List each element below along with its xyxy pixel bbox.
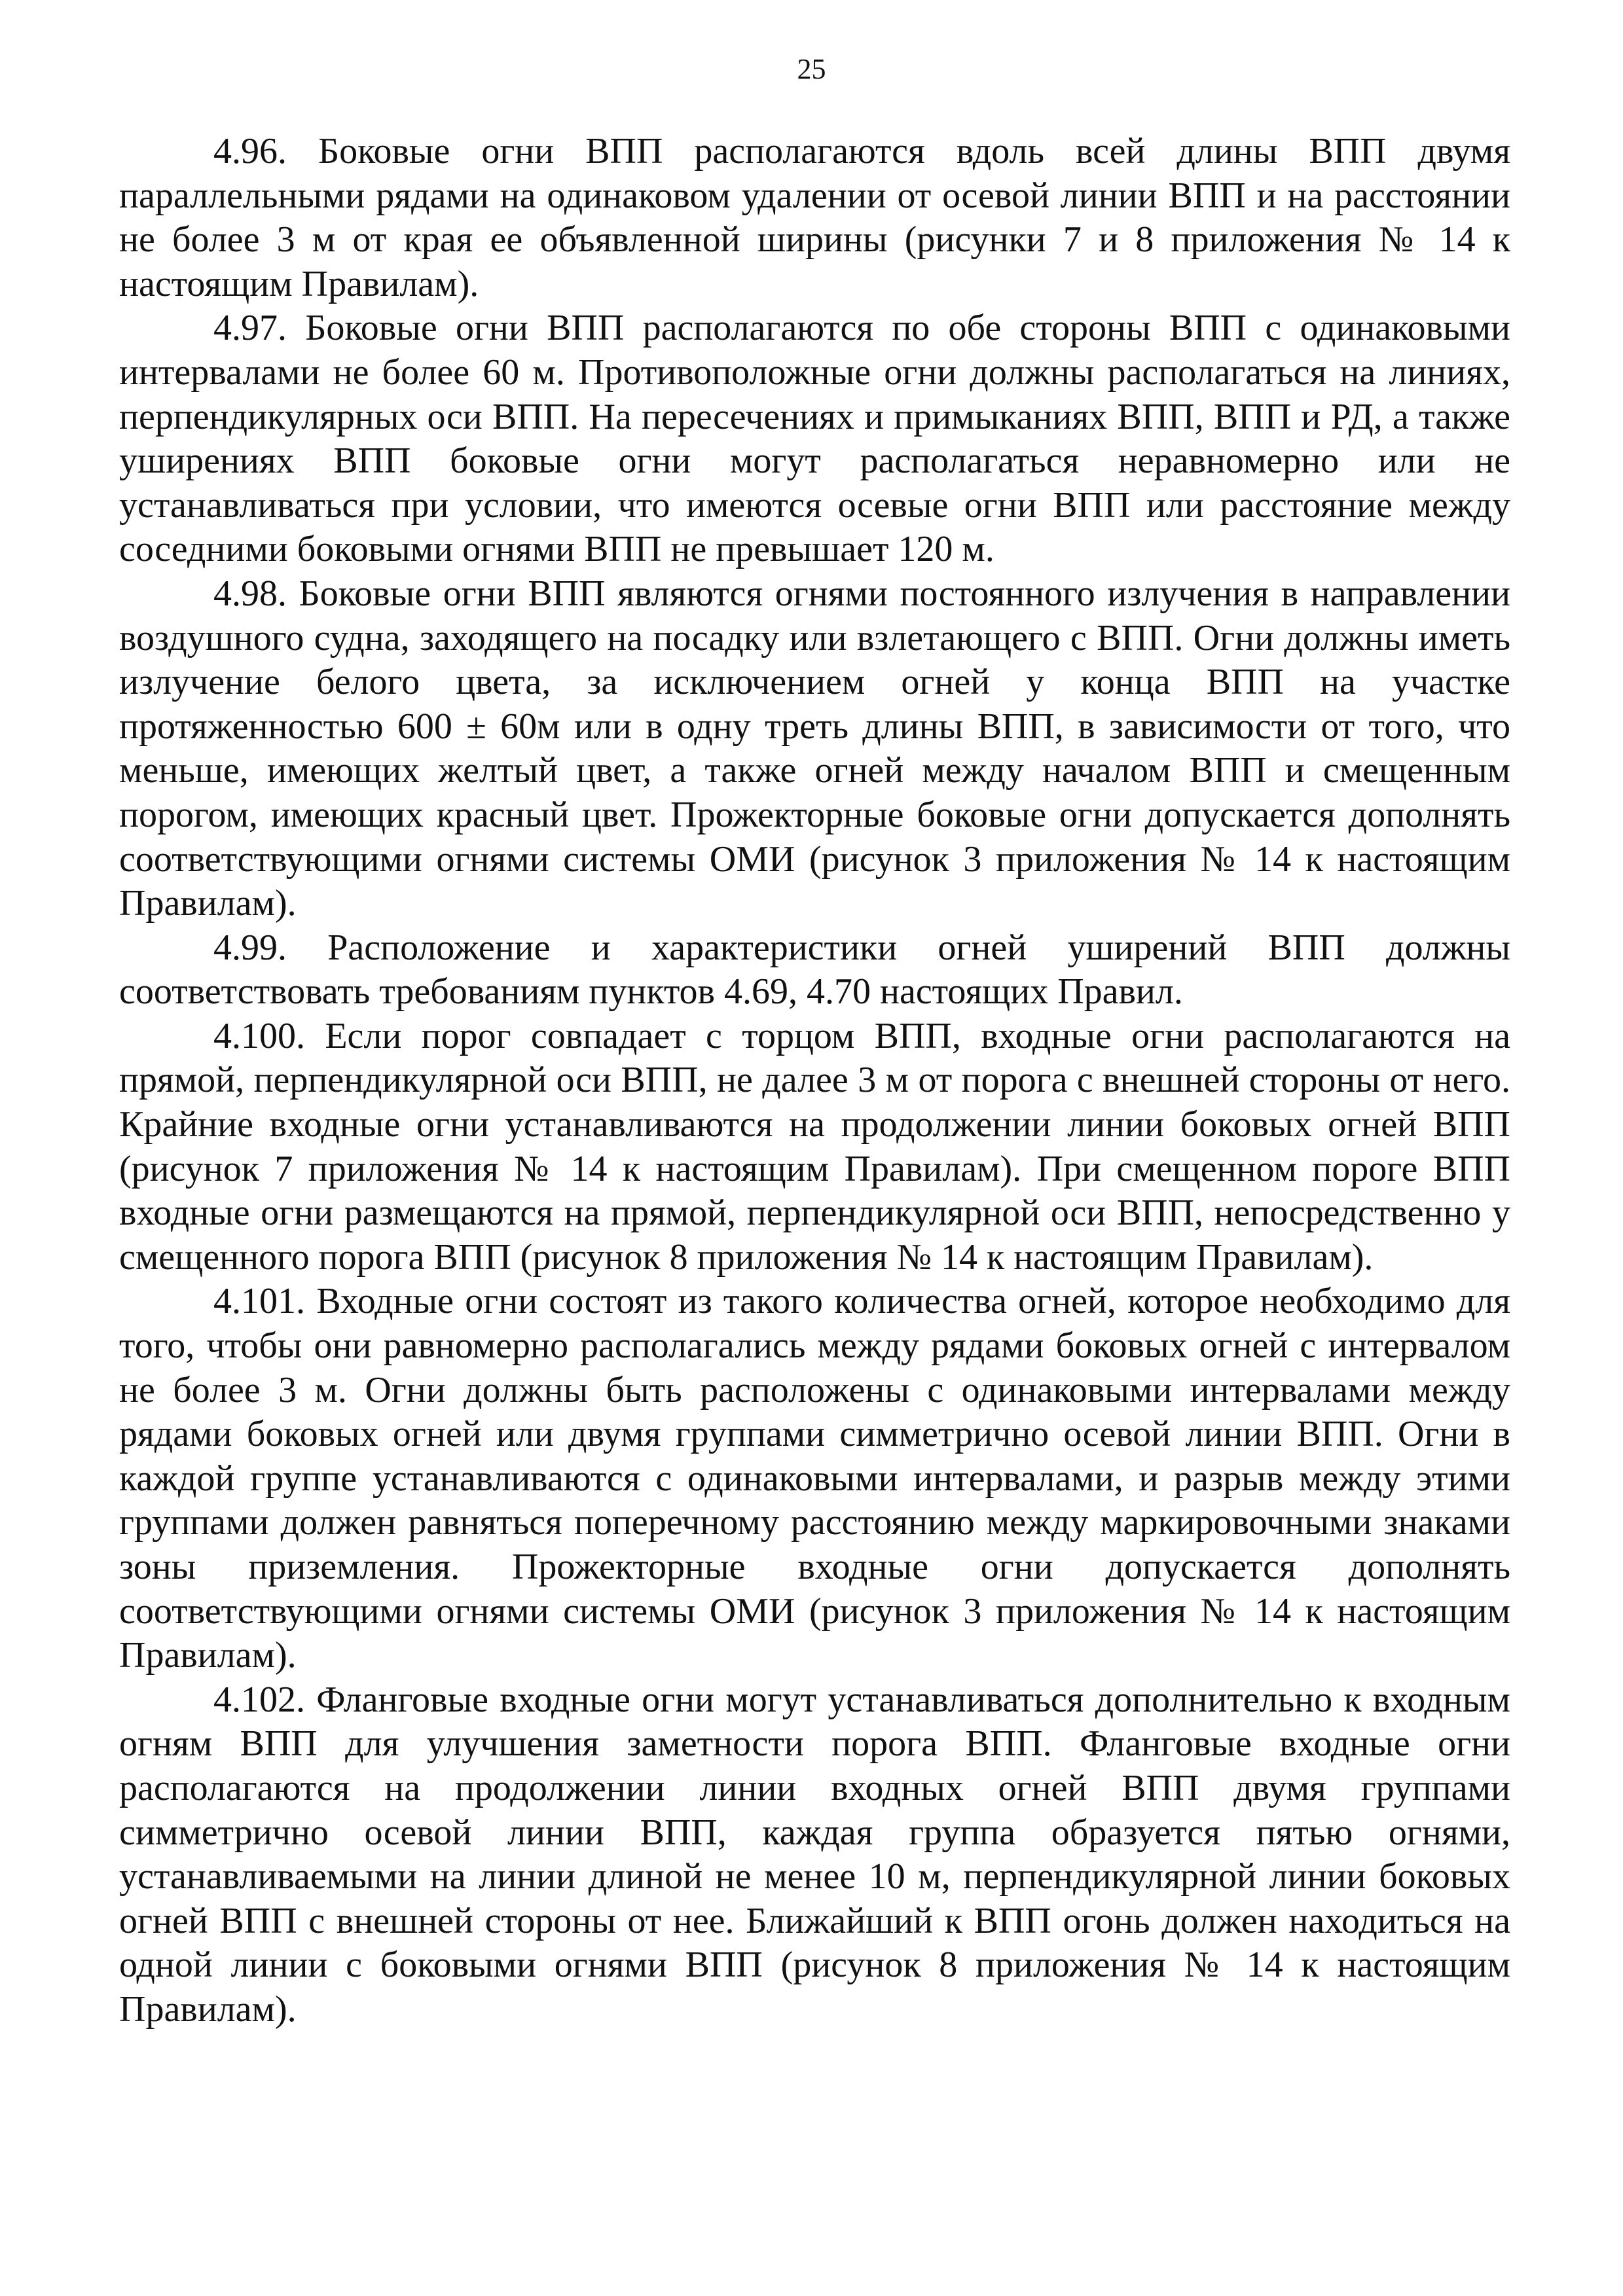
page-number: 25 — [797, 53, 826, 85]
document-body — [119, 130, 1510, 2032]
paragraph-4-99: 4.99. Расположение и характеристики огней уширений ВПП должны соответствовать требованиям пунктов 4.69, 4.70 настоящих Правил. — [119, 927, 1510, 1013]
paragraph-4-100: 4.100. Если порог совпадает с торцом ВПП, входные огни располагаются на прямой, перпендикулярной оси ВПП, не далее 3 м от порога с внешней стороны от него. Крайние входные огни устанавливаются на продолжении линии боковых огней ВПП (рисунок 7 приложения № 14 к настоящим Правилам). При смещенном пороге ВПП входные огни размещаются на прямой, перпендикулярной оси ВПП, непосредственно у смещенного порога ВПП (рисунок 8 приложения № 14 к настоящим Правилам). — [119, 1015, 1510, 1278]
paragraph-4-96: 4.96. Боковые огни ВПП располагаются вдоль всей длины ВПП двумя параллельными рядами на одинаковом удалении от осевой линии ВПП и на расстоянии не более 3 м от края ее объявленной ширины (рисунки 7 и 8 приложения № 14 к настоящим Правилам). — [119, 131, 1510, 304]
paragraph-4-102: 4.102. Фланговые входные огни могут устанавливаться дополнительно к входным огням ВПП для улучшения заметности порога ВПП. Фланговые входные огни располагаются на продолжении линии входных огней ВПП двумя группами симметрично осевой линии ВПП, каждая группа образуется пятью огнями, устанавливаемыми на линии длиной не менее 10 м, перпендикулярной линии боковых огней ВПП с внешней стороны от нее. Ближайший к ВПП огонь должен находиться на одной линии с боковыми огнями ВПП (рисунок 8 приложения № 14 к настоящим Правилам). — [119, 1679, 1510, 2030]
paragraph-4-97: 4.97. Боковые огни ВПП располагаются по обе стороны ВПП с одинаковыми интервалами не более 60 м. Противоположные огни должны располагаться на линиях, перпендикулярных оси ВПП. На пересечениях и примыканиях ВПП, ВПП и РД, а также уширениях ВПП боковые огни могут располагаться неравномерно или не устанавливаться при условии, что имеются осевые огни ВПП или расстояние между соседними боковыми огнями ВПП не превышает 120 м. — [119, 308, 1510, 570]
paragraph-4-98: 4.98. Боковые огни ВПП являются огнями постоянного излучения в направлении воздушного судна, заходящего на посадку или взлетающего с ВПП. Огни должны иметь излучение белого цвета, за исключением огней у конца ВПП на участке протяженностью 600 ± 60м или в одну треть длины ВПП, в зависимости от того, что меньше, имеющих желтый цвет, а также огней между началом ВПП и смещенным порогом, имеющих красный цвет. Прожекторные боковые огни допускается дополнять соответствующими огнями системы ОМИ (рисунок 3 приложения № 14 к настоящим Правилам). — [119, 573, 1510, 924]
paragraph-4-101: 4.101. Входные огни состоят из такого количества огней, которое необходимо для того, чтобы они равномерно располагались между рядами боковых огней с интервалом не более 3 м. Огни должны быть расположены с одинаковыми интервалами между рядами боковых огней или двумя группами симметрично осевой линии ВПП. Огни в каждой группе устанавливаются с одинаковыми интервалами, и разрыв между этими группами должен равняться поперечному расстоянию между маркировочными знаками зоны приземления. Прожекторные входные огни допускается дополнять соответствующими огнями системы ОМИ (рисунок 3 приложения № 14 к настоящим Правилам). — [119, 1281, 1510, 1676]
